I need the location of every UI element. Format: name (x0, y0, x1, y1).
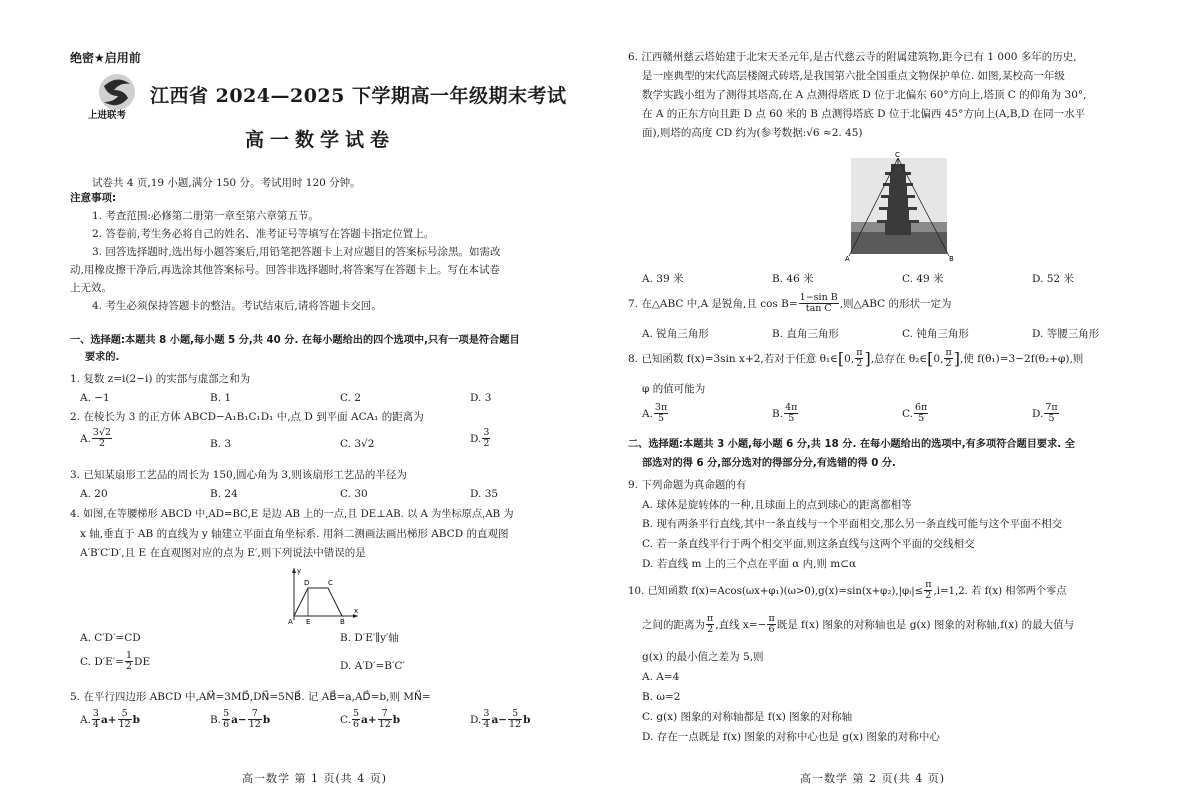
logo-text: 上进联考 (88, 110, 127, 121)
q7-option-c: C. 钝角三角形 (902, 328, 969, 340)
exam-title: 江西省 2024—2025 下学期高一年级期末考试 (150, 85, 567, 107)
fig-label-c: C (328, 579, 333, 587)
fig-label-a: A (845, 255, 850, 262)
q6-option-a: A. 39 米 (642, 273, 684, 285)
note-item: 上无效。 (70, 282, 112, 294)
section1-heading: 一、选择题:本题共 8 小题,每小题 5 分,共 40 分. 在每小题给出的四个选项中,只有一项是符合题目 (70, 335, 520, 346)
q10-stem: 10. 已知函数 f(x)=Acos(ωx+φ₁)(ω>0),g(x)=sin(x+φ₂),|φᵢ|≤ $\frac{\pi}{2}$ ,i=1,2. 若 f(x) 相邻两个零点 (628, 579, 1067, 602)
q8-stem-cont: φ 的值可能为 (642, 383, 706, 395)
q9-option-a: A. 球体是旋转体的一种,且球面上的点到球心的距离都相等 (642, 499, 912, 511)
q10-stem-cont: g(x) 的最小值之差为 5,则 (642, 651, 764, 663)
q9-option-b: B. 现有两条平行直线,其中一条直线与一个平面相交,那么另一条直线可能与这个平面不相交 (642, 518, 1063, 530)
section1-heading-cont: 要求的. (85, 352, 120, 363)
q5-option-a: A. $\frac{3}{4}$ a+ $\frac{5}{12}$ b (80, 708, 141, 731)
q8-stem: 8. 已知函数 f(x)=3sin x+2,若对于任意 θ₁∈[0, $\frac{\pi}{2}$ ],总存在 θ₂∈[0, $\frac{\pi}{2}$ ],使 f(θ₁)=3−2f(θ₂+φ),则 (628, 347, 1084, 370)
q4-option-a: A. C′D′=CD (80, 632, 141, 644)
pagoda-figure (845, 150, 957, 262)
q6-stem-cont: 数学实践小组为了测得其塔高,在 A 点测得塔底 D 位于北偏东 60°方向上,塔顶 C 的仰角为 30°, (642, 89, 1087, 101)
note-item: 2. 答卷前,考生务必将自己的姓名、准考证号等填写在答题卡指定位置上。 (92, 228, 435, 240)
q3-option-b: B. 24 (210, 488, 238, 500)
q9-option-d: D. 若直线 m 上的三个点在平面 α 内,则 m⊂α (642, 558, 857, 570)
fig-label-e: E (306, 618, 311, 626)
q6-stem-cont: 在 A 的正东方向且距 D 点 60 米的 B 点测得塔底 D 位于北偏西 45°方向上(A,B,D 在同一水平 (642, 108, 1086, 120)
q5-stem: 5. 在平行四边形 ABCD 中,AM⃗=3MD⃗,DN⃗=5NB⃗. 记 AB⃗=a,AD⃗=b,则 MN⃗= (70, 691, 431, 703)
q3-option-a: A. 20 (80, 488, 108, 500)
q4-stem-cont: x 轴,垂直于 AB 的直线为 y 轴建立平面直角坐标系. 用斜二测画法画出梯形 ABCD 的直观图 (80, 528, 509, 540)
notice-heading: 注意事项: (70, 192, 117, 204)
q6-stem-cont: 面),则塔的高度 CD 约为(参考数据:√6 ≈2. 45) (642, 127, 863, 139)
q10-option-d: D. 存在一点既是 f(x) 图象的对称中心也是 g(x) 图象的对称中心 (642, 731, 940, 743)
note-item: 动,用橡皮擦干净后,再选涂其他答案标号。回答非选择题时,将答案写在答题卡上。写在本试卷 (70, 264, 501, 276)
q7-option-a: A. 锐角三角形 (642, 328, 709, 340)
q8-option-d: D. $\frac{7\pi}{5}$ (1032, 402, 1058, 425)
footer-page-1: 高一数学 第 1 页(共 4 页) (242, 772, 388, 785)
q8-option-a: A. $\frac{3\pi}{5}$ (642, 402, 668, 425)
q6-option-c: C. 49 米 (902, 273, 944, 285)
fig-label-b: B (340, 618, 345, 626)
q8-option-b: B. $\frac{4\pi}{5}$ (772, 402, 798, 425)
q1-option-b: B. 1 (210, 392, 232, 404)
q2-option-b: B. 3 (210, 438, 232, 450)
section2-heading: 二、选择题:本题共 3 小题,每小题 6 分,共 18 分. 在每小题给出的选项中,有多项符合题目要求. 全 (628, 439, 1075, 450)
q2-option-d: D. $\frac{3}{2}$ (470, 427, 490, 450)
q3-option-d: D. 35 (470, 488, 499, 500)
q4-option-d: D. A′D′=B′C′ (340, 660, 405, 672)
q5-option-c: C. $\frac{5}{6}$ a+ $\frac{7}{12}$ b (340, 708, 401, 731)
q10-option-a: A. A=4 (642, 671, 680, 683)
fig-label-d: D (304, 579, 310, 587)
q4-stem: 4. 如图,在等腰梯形 ABCD 中,AD=BC,E 是边 AB 上的一点,且 DE⊥AB. 以 A 为坐标原点,AB 为 (70, 509, 514, 520)
note-item: 3. 回答选择题时,选出每小题答案后,用铅笔把答题卡上对应题目的答案标号涂黑。如需改 (92, 246, 501, 258)
q8-option-c: C. $\frac{6\pi}{5}$ (902, 402, 928, 425)
q2-option-a: A. $\frac{3√2}{2}$ (80, 427, 112, 450)
q6-option-b: B. 46 米 (772, 273, 814, 285)
q3-option-c: C. 30 (340, 488, 368, 500)
q4-option-c: C. D′E′= $\frac{1}{2}$ DE (80, 650, 151, 673)
note-item: 4. 考生必须保持答题卡的整洁。考试结束后,请将答题卡交回。 (92, 300, 382, 312)
footer-page-2: 高一数学 第 2 页(共 4 页) (800, 772, 946, 785)
q10-stem-cont: 之间的距离为 $\frac{\pi}{2}$ ,直线 x=− $\frac{\pi}{6}$ 既是 f(x) 图象的对称轴也是 g(x) 图象的对称轴,f(x) 的最大值与 (642, 613, 1075, 636)
q4-option-b: B. D′E′∥y′轴 (340, 632, 399, 644)
q6-stem: 6. 江西赣州慈云塔始建于北宋天圣元年,是古代慈云寺的附属建筑物,距今已有 1 000 多年的历史, (628, 51, 1077, 63)
section2-heading-cont: 部选对的得 6 分,部分选对的得部分分,有选错的得 0 分. (642, 458, 896, 469)
q7-option-b: B. 直角三角形 (772, 328, 839, 340)
q6-stem-cont: 是一座典型的宋代高层楼阁式砖塔,是我国第六批全国重点文物保护单位. 如图,某校高一年级 (642, 70, 1065, 82)
q2-option-c: C. 3√2 (340, 438, 375, 450)
q10-option-b: B. ω=2 (642, 691, 681, 703)
fig-label-b: B (949, 255, 954, 262)
q6-option-d: D. 52 米 (1032, 273, 1074, 285)
subject-title: 高一数学试卷 (245, 129, 396, 151)
q5-option-d: D. $\frac{3}{4}$ a− $\frac{5}{12}$ b (470, 708, 531, 731)
page-2 (600, 0, 1200, 797)
secret-label: 绝密★启用前 (70, 51, 141, 65)
exam-summary: 试卷共 4 页,19 小题,满分 150 分。考试用时 120 分钟。 (92, 177, 361, 189)
q9-option-c: C. 若一条直线平行于两个相交平面,则这条直线与这两个平面的交线相交 (642, 538, 975, 550)
fig-label-y: y (297, 567, 302, 575)
q7-stem: 7. 在△ABC 中,A 是锐角,且 cos B= $\frac{\text{1−sin B}}{\text{tan C}}$ ,则△ABC 的形状一定为 (628, 292, 952, 315)
fig-label-a: A (288, 618, 293, 626)
q10-option-c: C. g(x) 图象的对称轴都是 f(x) 图象的对称轴 (642, 711, 853, 723)
q1-stem: 1. 复数 z=i(2−i) 的实部与虚部之和为 (70, 373, 251, 385)
q3-stem: 3. 已知某扇形工艺品的周长为 150,圆心角为 3,则该扇形工艺品的半径为 (70, 469, 407, 481)
fig-label-x: x (354, 607, 359, 615)
q9-stem: 9. 下列命题为真命题的有 (628, 479, 747, 491)
q4-stem-cont: A′B′C′D′,且 E 在直观图对应的点为 E′,则下列说法中错误的是 (80, 547, 366, 559)
q1-option-c: C. 2 (340, 392, 362, 404)
fig-label-c: C (895, 151, 900, 159)
q1-option-a: A. −1 (80, 392, 110, 404)
q7-option-d: D. 等腰三角形 (1032, 328, 1100, 340)
q1-option-d: D. 3 (470, 392, 492, 404)
trapezoid-figure (282, 564, 362, 626)
note-item: 1. 考查范围:必修第二册第一章至第六章第五节。 (92, 210, 319, 222)
q5-option-b: B. $\frac{5}{6}$ a− $\frac{7}{12}$ b (210, 708, 271, 731)
q2-stem: 2. 在棱长为 3 的正方体 ABCD−A₁B₁C₁D₁ 中,点 D 到平面 ACA₁ 的距离为 (70, 411, 424, 423)
